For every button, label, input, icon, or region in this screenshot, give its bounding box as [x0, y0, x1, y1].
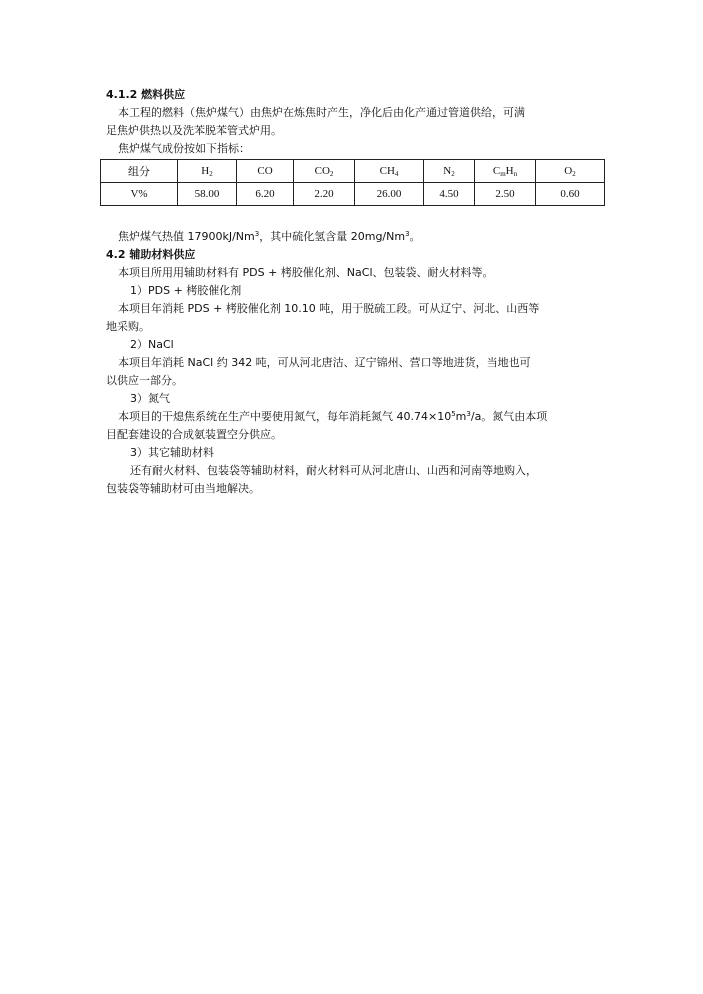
paragraph-line: 目配套建设的合成氨装置空分供应。 — [106, 428, 282, 441]
list-item-title: 1）PDS + 栲胶催化剂 — [130, 284, 242, 297]
table-cell: 58.00 — [178, 183, 237, 206]
table-header-cell: CO — [237, 160, 294, 183]
table-header-cell: $O_2$ — [536, 160, 605, 183]
paragraph-line: 本项目所用用辅助材料有 PDS + 栲胶催化剂、NaCl、包装袋、耐火材料等。 — [118, 266, 494, 279]
table-header-cell: $N_2$ — [424, 160, 475, 183]
list-item-title: 3）其它辅助材料 — [130, 446, 214, 459]
table-cell: 26.00 — [355, 183, 424, 206]
paragraph-line: 本项目的干熄焦系统在生产中要使用氮气，每年消耗氮气 $40.74\times 10^5m^3/a$。氮气由本项 — [118, 410, 548, 423]
list-item-title: 2）NaCl — [130, 338, 174, 351]
list-item-title: 3）氮气 — [130, 392, 170, 405]
table-header-cell: $H_2$ — [178, 160, 237, 183]
table-header-cell: $CO_2$ — [294, 160, 355, 183]
table-header-cell: $C_mH_n$ — [475, 160, 536, 183]
table-header-row — [101, 160, 605, 183]
paragraph-line: 包装袋等辅助材可由当地解决。 — [106, 482, 260, 495]
table-cell: 0.60 — [536, 183, 605, 206]
table-cell: 2.20 — [294, 183, 355, 206]
paragraph-line: 足焦炉供热以及洗苯脱苯管式炉用。 — [106, 124, 282, 137]
table-cell: 6.20 — [237, 183, 294, 206]
table-row — [101, 183, 605, 206]
table-row-label: V% — [101, 183, 178, 206]
paragraph-line: 焦炉煤气成份按如下指标： — [118, 142, 250, 155]
paragraph-line: 地采购。 — [106, 320, 150, 333]
table-cell: 4.50 — [424, 183, 475, 206]
paragraph-line: 以供应一部分。 — [106, 374, 183, 387]
section-heading-4-2: 4.2 辅助材料供应 — [106, 248, 196, 261]
gas-composition-table — [100, 159, 605, 206]
table-cell: 2.50 — [475, 183, 536, 206]
paragraph-line: 还有耐火材料、包装袋等辅助材料，耐火材料可从河北唐山、山西和河南等地购入， — [130, 464, 537, 477]
heat-value-line: 焦炉煤气热值 17900kJ/Nm$^3$，其中硫化氢含量 20mg/Nm$^3$。 — [118, 230, 421, 243]
section-heading-4-1-2: 4.1.2 燃料供应 — [106, 88, 186, 101]
paragraph-line: 本项目年消耗 NaCl 约 342 吨，可从河北唐沽、辽宁锦州、营口等地进货，当地也可 — [118, 356, 531, 369]
paragraph-line: 本工程的燃料（焦炉煤气）由焦炉在炼焦时产生，净化后由化产通过管道供给，可满 — [118, 106, 525, 119]
table-header-cell: 组分 — [101, 160, 178, 183]
table-header-cell: $CH_4$ — [355, 160, 424, 183]
paragraph-line: 本项目年消耗 PDS + 栲胶催化剂 10.10 吨，用于脱硫工段。可从辽宁、河北、山西等 — [118, 302, 540, 315]
